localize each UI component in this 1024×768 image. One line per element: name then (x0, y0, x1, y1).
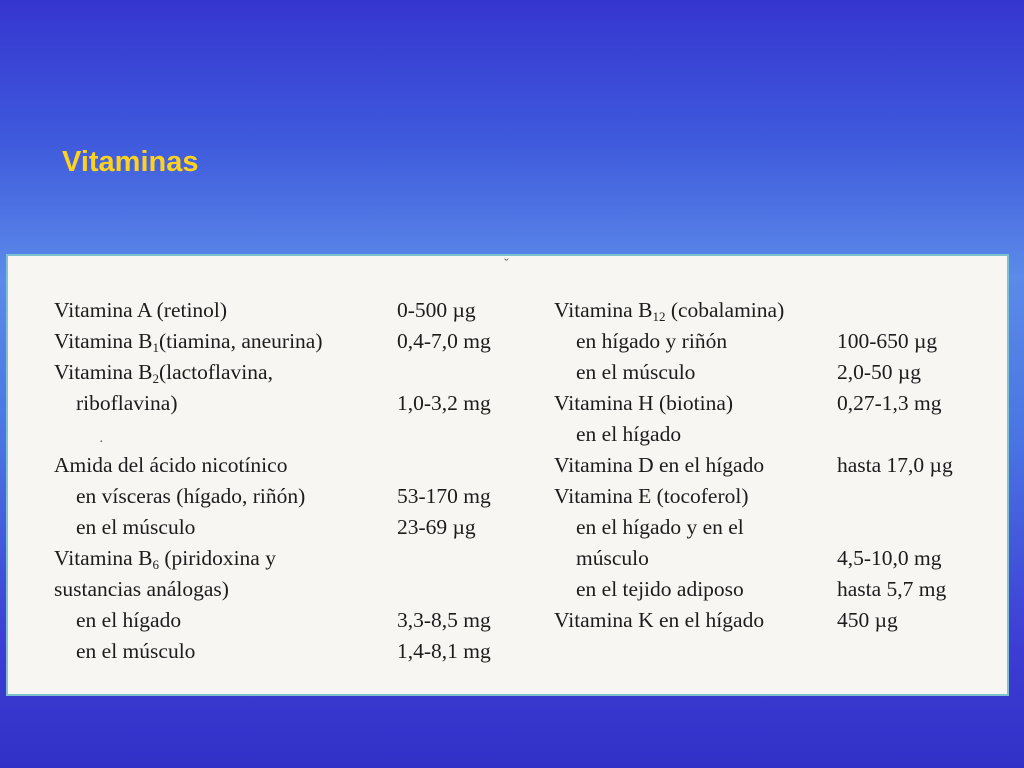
amount-value: hasta 5,7 mg (837, 577, 947, 601)
label-text: Vitamina B (54, 360, 153, 384)
label-text-continued: (cobalamina) (665, 298, 785, 322)
vitamin-label (76, 481, 305, 512)
subscript: 6 (152, 557, 159, 572)
subscript: 1 (152, 340, 159, 355)
label-text: en el hígado (576, 422, 682, 446)
vitamin-label (54, 450, 287, 481)
vitamin-label (576, 574, 744, 605)
vitamin-label (76, 636, 195, 667)
label-text: en hígado y riñón (576, 329, 728, 353)
vitamin-label (554, 481, 749, 512)
label-text: Vitamina A (retinol) (54, 298, 228, 322)
label-text: en el músculo (76, 639, 196, 663)
label-text: en el músculo (576, 360, 696, 384)
label-text: riboflavina) (76, 391, 178, 415)
label-text: en el músculo (76, 515, 196, 539)
label-text: músculo (576, 546, 649, 570)
vitamin-label (76, 388, 178, 419)
slide-title: Vitaminas (62, 146, 199, 178)
vitamin-label (554, 605, 764, 636)
label-text: sustancias análogas) (54, 577, 229, 601)
amount-value: 1,4-8,1 mg (397, 639, 491, 663)
amount-value: 450 µg (837, 608, 898, 632)
vitamin-label (54, 295, 227, 326)
vitamin-label (554, 388, 733, 419)
amount-value: hasta 17,0 µg (837, 453, 953, 477)
vitamin-label (54, 543, 276, 574)
vitamin-label (54, 357, 273, 388)
label-text: en el tejido adiposo (576, 577, 744, 601)
label-text: Vitamina B (554, 298, 653, 322)
amount-value: 23-69 µg (397, 515, 476, 539)
vitamin-label (576, 419, 681, 450)
label-text: en el hígado y en el (576, 515, 744, 539)
label-text-continued: (tiamina, aneurina) (158, 329, 323, 353)
scan-mark: · (99, 435, 104, 450)
label-text-continued: (piridoxina y (158, 546, 276, 570)
vitamin-label (554, 450, 764, 481)
amount-value: 0,27-1,3 mg (837, 391, 942, 415)
label-text: en el hígado (76, 608, 182, 632)
vitamin-label (76, 605, 181, 636)
subscript: 12 (652, 309, 666, 324)
vitamin-label (554, 295, 784, 326)
vitamin-label (54, 574, 229, 605)
label-text-continued: (lactoflavina, (158, 360, 273, 384)
scanned-table-image (6, 254, 1009, 696)
label-text: Vitamina K en el hígado (554, 608, 765, 632)
vitamin-label (576, 512, 744, 543)
subscript: 2 (152, 371, 159, 386)
amount-value: 53-170 mg (397, 484, 491, 508)
label-text: Vitamina H (biotina) (554, 391, 734, 415)
label-text: Vitamina D en el hígado (554, 453, 765, 477)
label-text: Vitamina B (54, 329, 153, 353)
amount-value: 4,5-10,0 mg (837, 546, 942, 570)
scan-mark: ˇ (504, 257, 509, 272)
label-text: Vitamina B (54, 546, 153, 570)
amount-value: 100-650 µg (837, 329, 938, 353)
amount-value: 1,0-3,2 mg (397, 391, 491, 415)
label-text: en vísceras (hígado, riñón) (76, 484, 306, 508)
label-text: Vitamina E (tocoferol) (554, 484, 749, 508)
amount-value: 0-500 µg (397, 298, 476, 322)
vitamin-label (576, 326, 727, 357)
label-text: Amida del ácido nicotínico (54, 453, 288, 477)
vitamin-label (54, 326, 323, 357)
amount-value: 2,0-50 µg (837, 360, 922, 384)
amount-value: 3,3-8,5 mg (397, 608, 491, 632)
vitamin-label (576, 543, 649, 574)
vitamin-label (76, 512, 195, 543)
amount-value: 0,4-7,0 mg (397, 329, 491, 353)
vitamin-label (576, 357, 695, 388)
